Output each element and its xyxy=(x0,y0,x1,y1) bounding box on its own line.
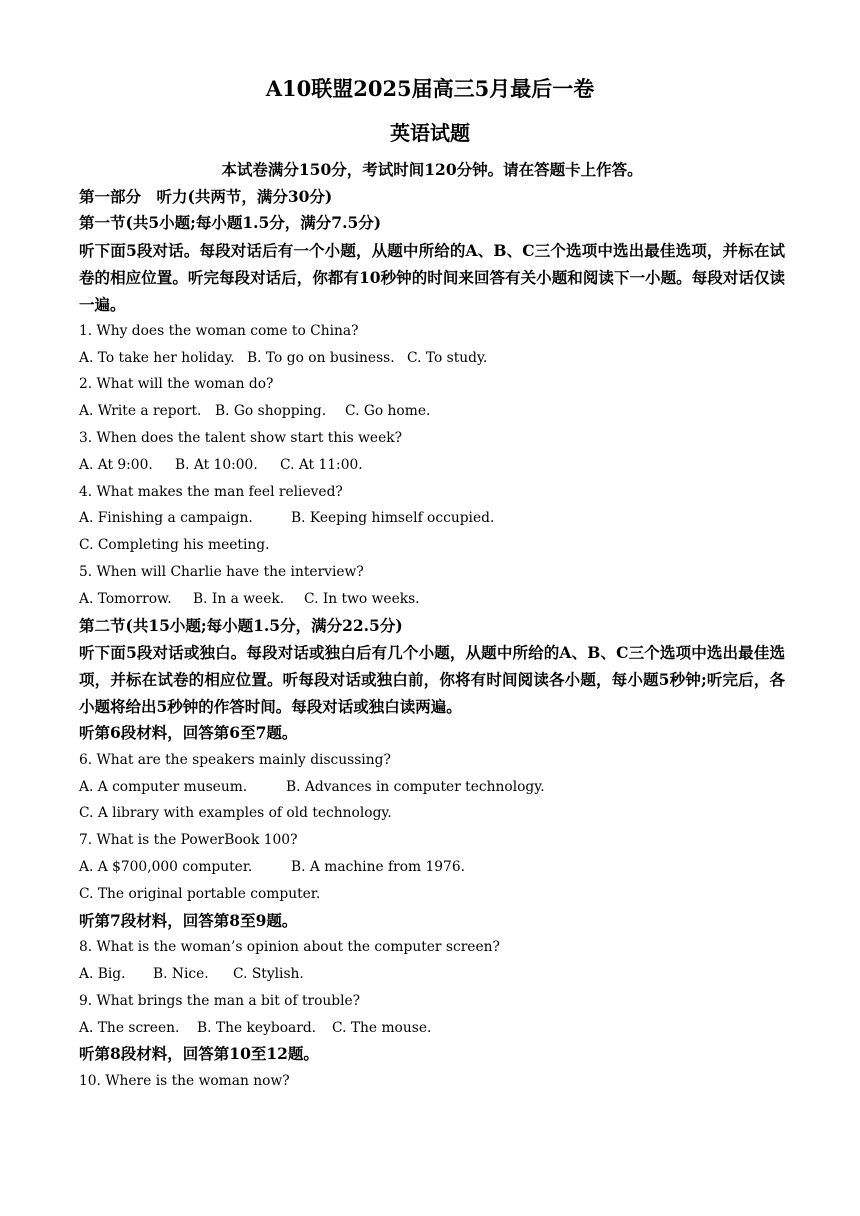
option-b: B. Advances in computer technology. xyxy=(286,778,545,795)
option-a: A. Big. xyxy=(79,965,126,982)
option-b: B. Go shopping. xyxy=(215,403,327,420)
question-1: 1. Why does the woman come to China? xyxy=(79,322,359,339)
options-6 xyxy=(79,774,785,801)
option-c: C. Stylish. xyxy=(233,965,304,982)
options-7 xyxy=(79,854,785,881)
section1-instructions: 听下面5段对话。每段对话后有一个小题，从题中所给的A、B、C三个选项中选出最佳选项，并标在试卷的相应位置。听完每段对话后，你都有10秒钟的时间来回答有关小题和阅读下一小题。每段对话仅读一遍。 xyxy=(79,240,785,314)
question-2: 2. What will the woman do? xyxy=(79,376,274,393)
option-b: B. To go on business. xyxy=(247,349,395,366)
option-b: B. A machine from 1976. xyxy=(291,858,466,875)
option-a: A. To take her holiday. xyxy=(79,349,235,366)
options-9 xyxy=(79,1015,785,1042)
option-c: C. The mouse. xyxy=(332,1019,432,1036)
section1-heading: 第一节(共5小题;每小题1.5分，满分7.5分) xyxy=(79,213,382,233)
option-a: A. Finishing a campaign. xyxy=(79,510,253,527)
option-c-4: C. Completing his meeting. xyxy=(79,537,270,554)
question-9: 9. What brings the man a bit of trouble? xyxy=(79,992,361,1009)
options-1 xyxy=(79,345,785,372)
options-2 xyxy=(79,398,785,425)
options-3 xyxy=(79,452,785,479)
page-title: A10联盟2025届高三5月最后一卷 xyxy=(265,76,595,101)
option-a: A. The screen. xyxy=(79,1019,180,1036)
option-a: A. Tomorrow. xyxy=(79,590,172,607)
options-4 xyxy=(79,505,785,532)
option-c-6: C. A library with examples of old technology. xyxy=(79,805,392,822)
option-b: B. At 10:00. xyxy=(175,456,258,473)
options-5 xyxy=(79,586,785,613)
option-c: C. Go home. xyxy=(345,403,431,420)
option-c: C. At 11:00. xyxy=(280,456,363,473)
page-subtitle: 英语试题 xyxy=(390,121,470,145)
option-a: A. At 9:00. xyxy=(79,456,153,473)
option-c: C. To study. xyxy=(407,349,488,366)
option-b: B. Keeping himself occupied. xyxy=(291,510,495,527)
exam-note: 本试卷满分150分，考试时间120分钟。请在答题卡上作答。 xyxy=(221,160,643,179)
material-6-heading: 听第6段材料，回答第6至7题。 xyxy=(79,723,298,743)
options-8 xyxy=(79,961,785,988)
question-5: 5. When will Charlie have the interview? xyxy=(79,563,364,580)
option-a: A. A $700,000 computer. xyxy=(79,858,253,875)
option-c: C. In two weeks. xyxy=(304,590,420,607)
exam-content xyxy=(79,157,785,1095)
option-b: B. Nice. xyxy=(153,965,209,982)
option-a: A. A computer museum. xyxy=(79,778,248,795)
question-10: 10. Where is the woman now? xyxy=(79,1072,290,1089)
question-3: 3. When does the talent show start this week? xyxy=(79,429,403,446)
option-c-7: C. The original portable computer. xyxy=(79,885,321,902)
material-8-heading: 听第8段材料，回答第10至12题。 xyxy=(79,1044,319,1064)
question-7: 7. What is the PowerBook 100? xyxy=(79,832,298,849)
material-7-heading: 听第7段材料，回答第8至9题。 xyxy=(79,910,298,930)
option-b: B. The keyboard. xyxy=(197,1019,317,1036)
question-8: 8. What is the woman’s opinion about the computer screen? xyxy=(79,939,500,956)
question-6: 6. What are the speakers mainly discussing? xyxy=(79,751,391,768)
part1-heading: 第一部分 听力(共两节，满分30分) xyxy=(79,186,333,206)
section2-heading: 第二节(共15小题;每小题1.5分，满分22.5分) xyxy=(79,615,403,635)
option-b: B. In a week. xyxy=(193,590,285,607)
section2-instructions: 听下面5段对话或独白。每段对话或独白后有几个小题，从题中所给的A、B、C三个选项中选出最佳选项，并标在试卷的相应位置。听每段对话或独白前，你将有时间阅读各小题，每小题5秒钟;听完后，各小题将给出5秒钟的作答时间。每段对话或独白读两遍。 xyxy=(79,643,785,717)
option-a: A. Write a report. xyxy=(79,403,202,420)
question-4: 4. What makes the man feel relieved? xyxy=(79,483,343,500)
